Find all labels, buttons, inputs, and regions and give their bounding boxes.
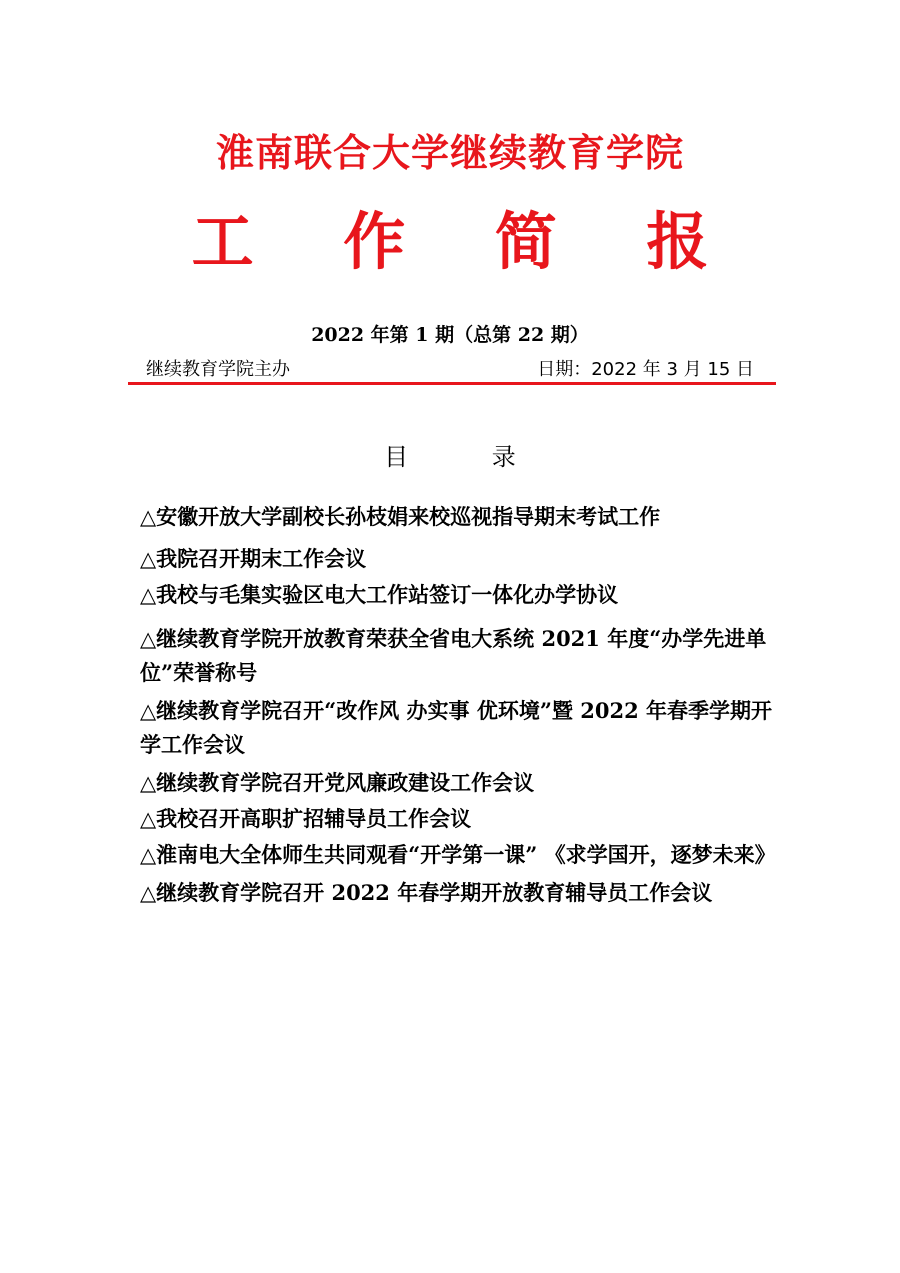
toc-item: △淮南电大全体师生共同观看“开学第一课” 《求学国开，逐梦未来》 bbox=[140, 842, 776, 867]
organization-title: 淮南联合大学继续教育学院 bbox=[215, 131, 684, 175]
issue-number: 2022 年第 1 期（总第 22 期） bbox=[311, 324, 589, 346]
sponsor-label: 继续教育学院主办 bbox=[146, 359, 290, 380]
issue-date: 日期：2022 年 3 月 15 日 bbox=[537, 359, 754, 380]
toc-item: △安徽开放大学副校长孙枝娟来校巡视指导期末考试工作 bbox=[140, 504, 661, 529]
toc-heading: 目 录 bbox=[384, 443, 554, 471]
toc-item: △我院召开期末工作会议 bbox=[140, 546, 367, 571]
toc-item: △继续教育学院开放教育荣获全省电大系统 2021 年度“办学先进单位”荣誉称号 bbox=[140, 626, 767, 685]
toc-item: △我校召开高职扩招辅导员工作会议 bbox=[140, 806, 472, 831]
toc-item: △继续教育学院召开 2022 年春学期开放教育辅导员工作会议 bbox=[140, 880, 713, 905]
toc-item: △继续教育学院召开党风廉政建设工作会议 bbox=[140, 770, 535, 795]
toc-item: △继续教育学院召开“改作风 办实事 优环境”暨 2022 年春季学期开学工作会议 bbox=[140, 698, 772, 757]
toc-list bbox=[140, 500, 776, 910]
bulletin-title: 工 作 简 报 bbox=[191, 205, 743, 278]
meta-row bbox=[146, 355, 762, 381]
red-divider bbox=[128, 382, 776, 385]
toc-item: △我校与毛集实验区电大工作站签订一体化办学协议 bbox=[140, 582, 619, 607]
